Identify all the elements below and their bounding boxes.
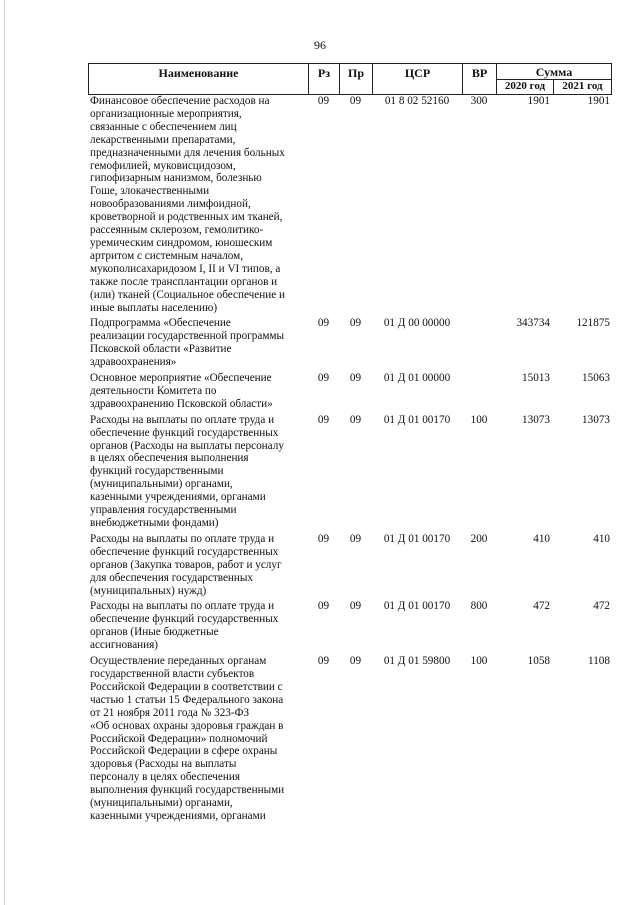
row-name-line: здравоохранения» <box>90 356 177 369</box>
row-name-line: обеспечение функций государственных <box>90 613 279 626</box>
row-sum-2020: 15013 <box>522 372 550 385</box>
row-name-line: обеспечение функций государственных <box>90 545 279 558</box>
row-name-line: органов (Закупка товаров, работ и услуг <box>90 558 282 571</box>
row-name-line: здоровья (Расходы на выплаты <box>90 758 237 771</box>
row-name-line: (муниципальных) нужд) <box>90 584 207 597</box>
row-sum-2020: 410 <box>533 532 550 545</box>
row-vr: 100 <box>470 413 488 426</box>
row-name-line: для обеспечения государственных <box>90 571 254 584</box>
row-name-line: (муниципальными) органами, <box>90 478 233 491</box>
row-csr: 01 Д 01 00170 <box>383 532 451 545</box>
row-sum-2020: 1901 <box>527 95 550 107</box>
header-rz: Рз <box>309 64 340 94</box>
table-row <box>88 655 618 823</box>
row-name-line: Основное мероприятие «Обеспечение <box>90 372 272 385</box>
row-name <box>88 317 304 369</box>
row-name-line: также после трансплантации органов и <box>90 275 278 288</box>
row-name-line: деятельности Комитета по <box>90 384 217 397</box>
row-name-line: (или) тканей (Социальное обеспечение и <box>90 288 285 301</box>
row-name-line: связанные с обеспечением лиц <box>90 120 237 133</box>
row-name-line: кроветворной и родственных им тканей, <box>90 211 283 224</box>
row-name-line: Российской Федерации» полномочий <box>90 732 268 745</box>
table-row <box>88 414 618 530</box>
row-name-line: обеспечение функций государственных <box>90 426 279 439</box>
row-rz: 09 <box>317 413 330 426</box>
row-name-line: иные выплаты населению) <box>90 301 218 314</box>
row-pr: 09 <box>349 95 362 107</box>
row-pr: 09 <box>349 413 362 426</box>
row-name-line: Осуществление переданных органам <box>90 655 267 668</box>
row-name-line: рассеянным склерозом, гемолитико- <box>90 224 264 237</box>
page-number: 96 <box>314 38 326 52</box>
row-sum-2021: 410 <box>593 532 610 545</box>
row-name <box>88 533 304 598</box>
row-csr: 01 Д 01 59800 <box>383 655 451 668</box>
row-sum-2021: 15063 <box>582 372 610 385</box>
header-pr: Пр <box>340 64 373 94</box>
table-row <box>88 533 618 598</box>
table-row <box>88 95 618 314</box>
row-name-line: казенными учреждениями, органами <box>90 809 266 822</box>
row-sum-2021: 121875 <box>576 317 610 330</box>
row-name-line: функций государственными <box>90 465 224 478</box>
row-name-line: Финансовое обеспечение расходов на <box>90 95 270 107</box>
row-name-line: государственной власти субъектов <box>90 667 255 680</box>
header-csr: ЦСР <box>373 64 463 94</box>
row-rz: 09 <box>317 317 330 330</box>
row-name-line: в целях обеспечения выполнения <box>90 452 249 465</box>
header-vr: ВР <box>463 64 497 94</box>
row-name-line: гипофизарным нанизмом, болезнью <box>90 172 262 185</box>
row-name-line: лекарственными препаратами, <box>90 133 236 146</box>
row-name-line: казенными учреждениями, органами <box>90 491 266 504</box>
row-name-line: управления государственными <box>90 504 237 517</box>
row-csr: 01 Д 01 00170 <box>383 600 451 613</box>
row-pr: 09 <box>349 655 362 668</box>
row-name-line: от 21 ноября 2011 года № 323-ФЗ <box>90 706 250 719</box>
row-name-line: организационные мероприятия, <box>90 107 242 120</box>
row-name-line: ассигнования) <box>90 639 158 652</box>
row-csr: 01 Д 01 00000 <box>383 372 451 385</box>
row-sum-2021: 472 <box>593 600 610 613</box>
row-pr: 09 <box>349 532 362 545</box>
row-name-line: Российской Федерации в соответствии с <box>90 680 283 693</box>
row-name-line: Гоше, злокачественными <box>90 185 210 198</box>
row-pr: 09 <box>349 600 362 613</box>
row-name <box>88 372 304 411</box>
row-name-line: органов (Иные бюджетные <box>90 626 219 639</box>
row-name <box>88 655 304 823</box>
row-name-line: органов (Расходы на выплаты персоналу <box>90 439 284 452</box>
row-name-line: Расходы на выплаты по оплате труда и <box>90 600 275 613</box>
row-pr: 09 <box>349 317 362 330</box>
row-name-line: (муниципальными) органами, <box>90 797 233 810</box>
row-name-line: Расходы на выплаты по оплате труда и <box>90 532 275 545</box>
row-rz: 09 <box>317 532 330 545</box>
row-name-line: Расходы на выплаты по оплате труда и <box>90 413 275 426</box>
row-name <box>88 414 304 530</box>
row-name-line: здравоохранению Псковской области» <box>90 397 273 410</box>
table-row <box>88 600 618 652</box>
header-name: Наименование <box>89 64 309 94</box>
row-name-line: Псковской области «Развитие <box>90 343 232 356</box>
row-name-line: новообразованиями лимфоидной, <box>90 198 251 211</box>
row-name <box>88 95 304 314</box>
row-sum-2020: 13073 <box>522 413 550 426</box>
row-pr: 09 <box>349 372 362 385</box>
row-rz: 09 <box>317 95 330 107</box>
row-vr: 200 <box>470 532 488 545</box>
row-vr: 100 <box>470 655 488 668</box>
row-name-line: артритом с системным началом, <box>90 249 244 262</box>
row-csr: 01 Д 01 00170 <box>383 413 451 426</box>
row-name-line: реализации государственной программы <box>90 330 284 343</box>
row-sum-2020: 1058 <box>527 655 550 668</box>
header-year-2021: 2021 год <box>562 80 603 92</box>
scan-edge <box>4 0 5 905</box>
header-sum: Сумма <box>497 64 611 80</box>
row-name-line: мукополисахаридозом I, II и VI типов, а <box>90 262 281 275</box>
row-rz: 09 <box>317 655 330 668</box>
row-name-line: персоналу в целях обеспечения <box>90 771 241 784</box>
row-sum-2021: 13073 <box>582 413 610 426</box>
row-name-line: «Об основах охраны здоровья граждан в <box>90 719 284 732</box>
row-name-line: уремическим синдромом, юношеским <box>90 236 273 249</box>
table-body <box>88 95 618 823</box>
row-name <box>88 600 304 652</box>
header-year-2020: 2020 год <box>497 80 554 94</box>
row-name-line: Подпрограмма «Обеспечение <box>90 317 231 330</box>
row-sum-2021: 1108 <box>588 655 610 668</box>
table-header <box>88 63 612 95</box>
row-name-line: предназначенными для лечения больных <box>90 146 285 159</box>
row-sum-2020: 343734 <box>516 317 550 330</box>
row-name-line: частью 1 статьи 15 Федерального закона <box>90 693 284 706</box>
row-vr: 300 <box>470 95 488 107</box>
row-name-line: выполнения функций государственными <box>90 784 285 797</box>
row-name-line: внебюджетными фондами) <box>90 517 219 529</box>
row-vr: 800 <box>470 600 488 613</box>
row-sum-2021: 1901 <box>587 95 610 107</box>
row-name-line: Российской Федерации в сфере охраны <box>90 745 278 758</box>
table-row <box>88 317 618 369</box>
table-row <box>88 372 618 411</box>
row-csr: 01 8 02 52160 <box>384 95 450 107</box>
row-csr: 01 Д 00 00000 <box>383 317 451 330</box>
row-sum-2020: 472 <box>533 600 550 613</box>
row-name-line: гемофилией, муковисцидозом, <box>90 159 236 172</box>
row-rz: 09 <box>317 372 330 385</box>
row-rz: 09 <box>317 600 330 613</box>
